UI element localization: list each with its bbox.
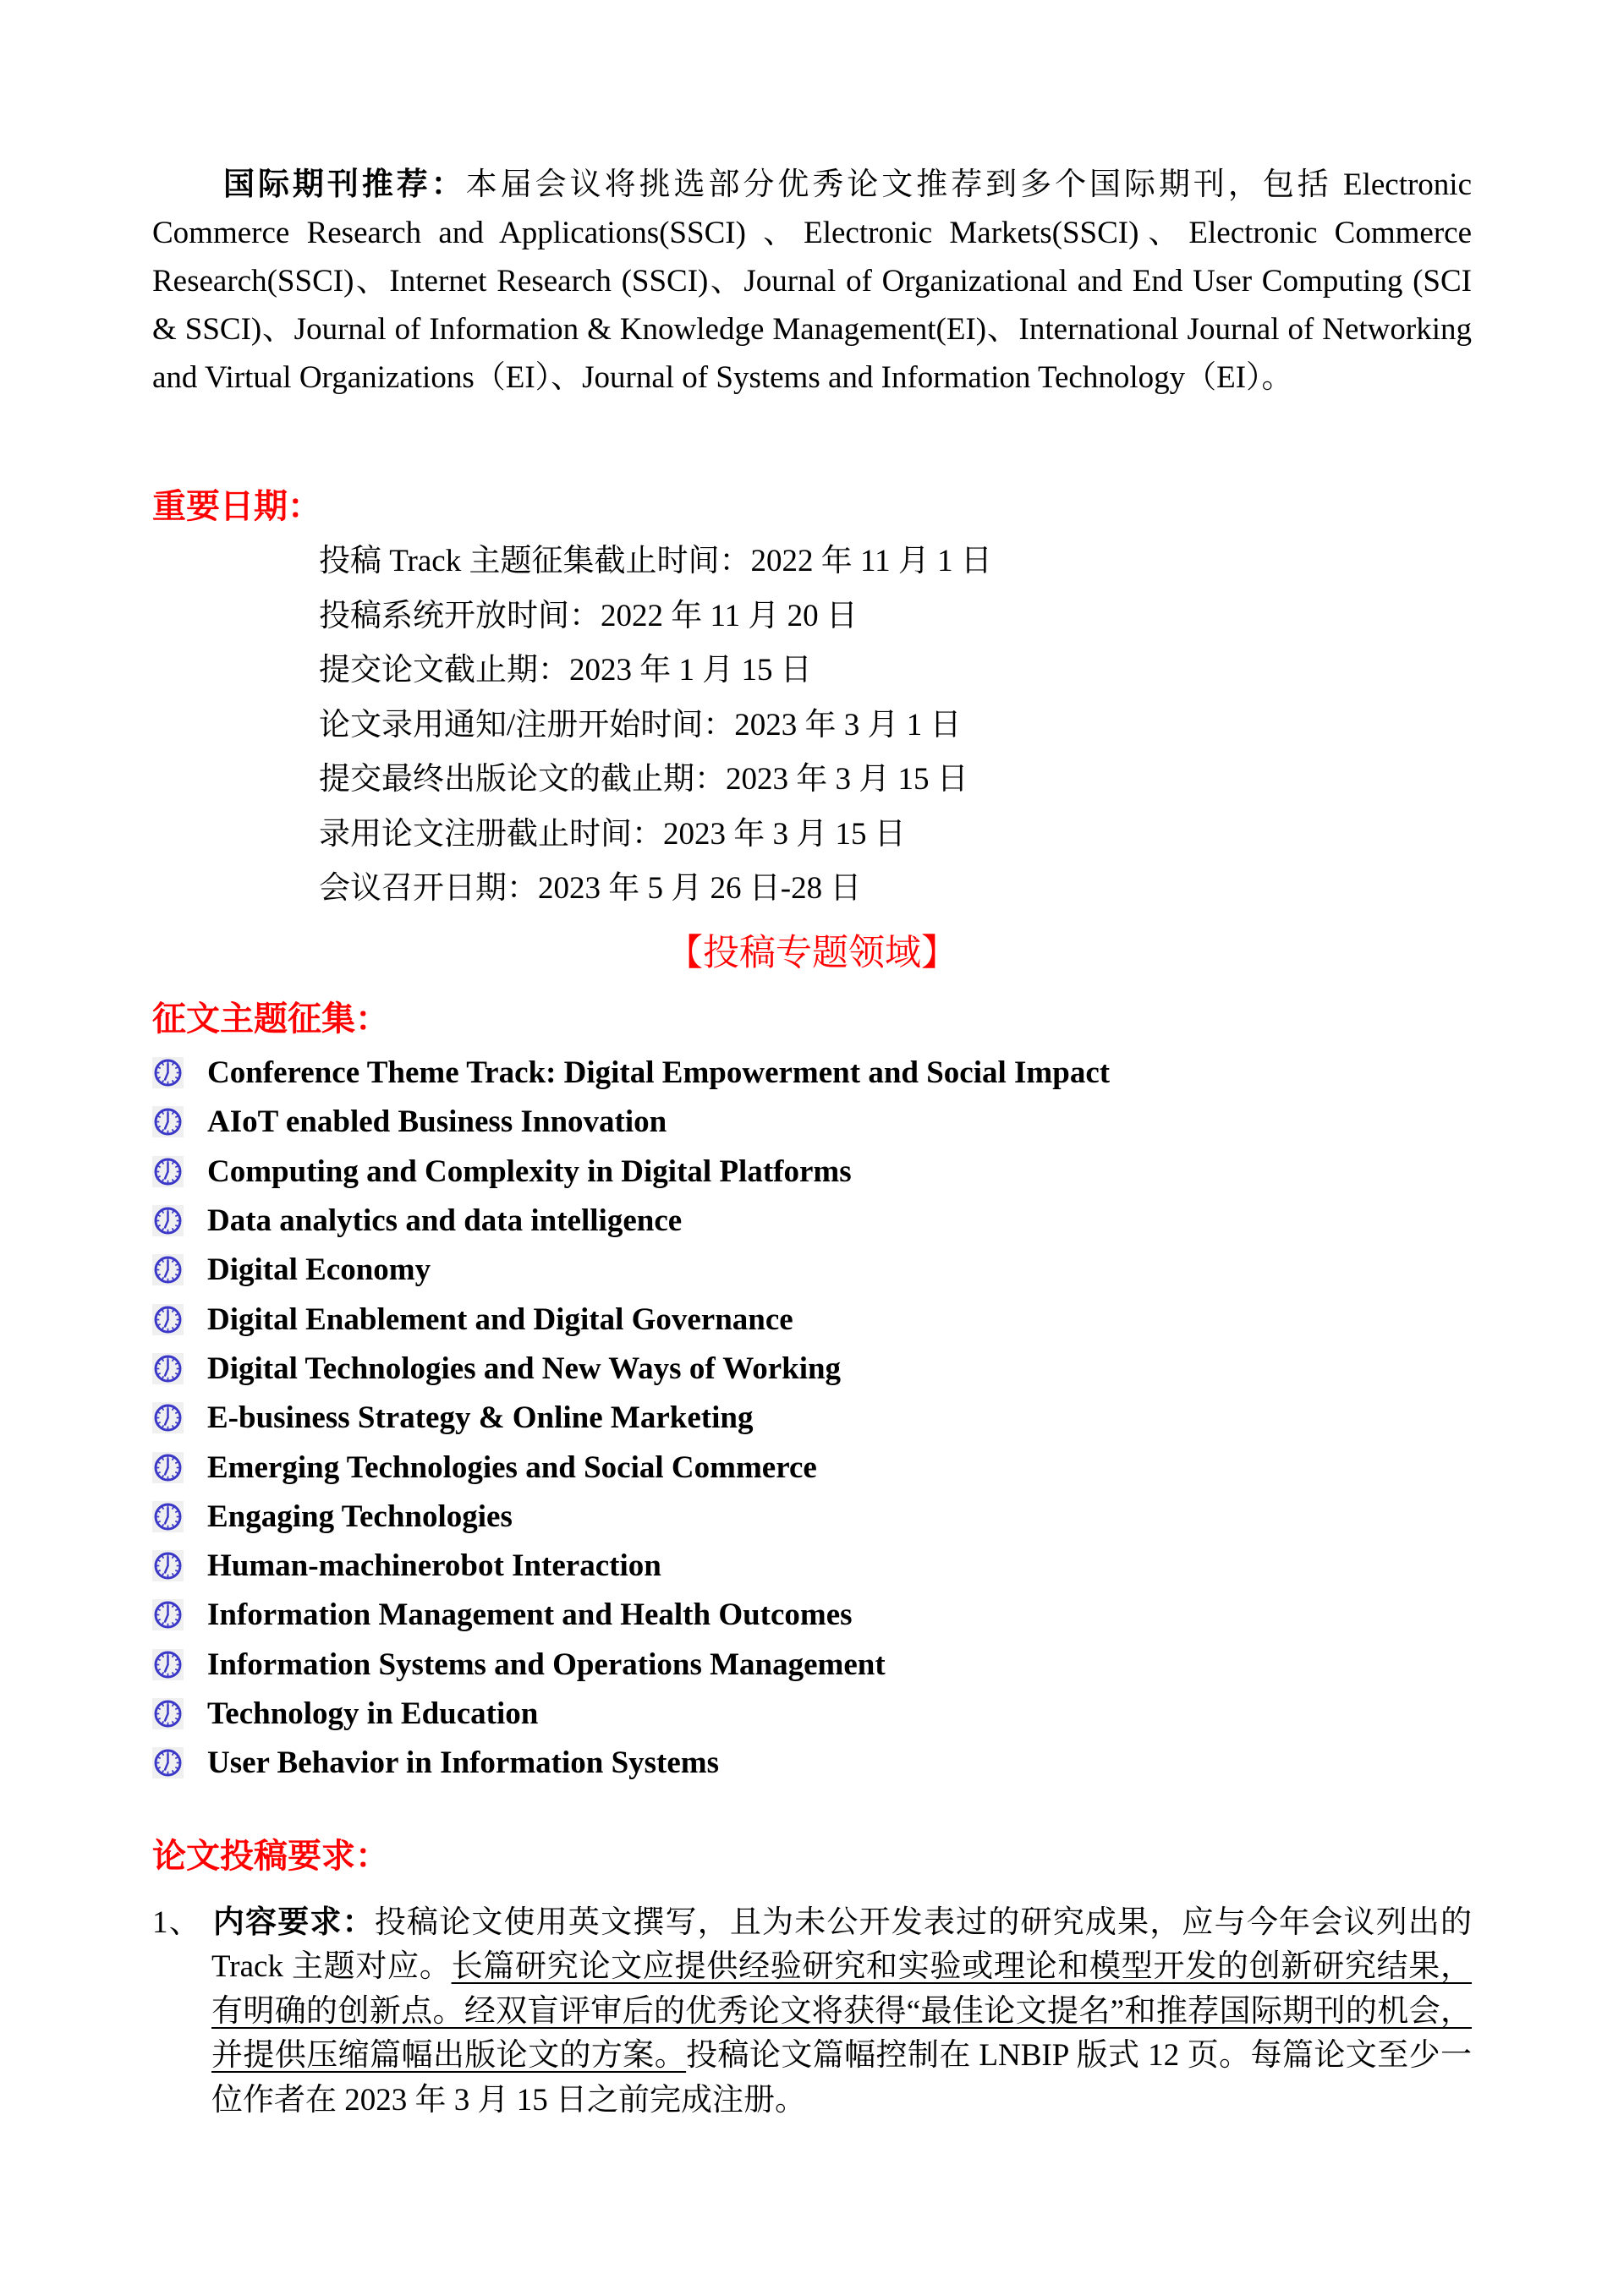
- clock-icon: [152, 1057, 184, 1088]
- topic-label: E-business Strategy & Online Marketing: [207, 1400, 754, 1436]
- topic-label: Digital Economy: [207, 1252, 431, 1288]
- topic-label: Technology in Education: [207, 1696, 539, 1731]
- date-item: 录用论文注册截止时间：2023 年 3 月 15 日: [319, 816, 906, 852]
- clock-icon: [152, 1156, 184, 1187]
- clock-icon: [152, 1402, 184, 1433]
- topic-label: Information Management and Health Outcomes: [207, 1597, 853, 1633]
- topic-label: Information Systems and Operations Management: [207, 1647, 886, 1682]
- requirement-text-underlined: 长篇研究论文应提供经验研究和实验或理论和模型开发的创新研究结果，有明确的创新点。经双盲评审后的优秀论文将获得“最佳论文提名”和推荐国际期刊的机会，并提供压缩篇幅出版论文的方案。: [211, 1949, 1472, 2074]
- topic-item: [152, 1098, 1472, 1147]
- topic-label: Computing and Complexity in Digital Platforms: [207, 1153, 852, 1189]
- date-item: 论文录用通知/注册开始时间：2023 年 3 月 1 日: [319, 707, 962, 743]
- topics-list: [152, 1049, 1472, 1788]
- topic-item: [152, 1295, 1472, 1344]
- requirement-paragraph: [152, 1901, 1472, 2123]
- clock-icon: [152, 1550, 184, 1581]
- topic-item: [152, 1689, 1472, 1738]
- topic-label: Human-machinerobot Interaction: [207, 1548, 661, 1584]
- topic-label: Data analytics and data intelligence: [207, 1203, 683, 1239]
- topic-label: Digital Technologies and New Ways of Working: [207, 1351, 842, 1386]
- clock-icon: [152, 1205, 184, 1236]
- requirements-heading: 论文投稿要求：: [152, 1837, 389, 1875]
- clock-icon: [152, 1353, 184, 1384]
- clock-icon: [152, 1599, 184, 1630]
- topic-label: AIoT enabled Business Innovation: [207, 1104, 667, 1140]
- date-item: 会议召开日期：2023 年 5 月 26 日-28 日: [319, 871, 862, 906]
- topic-item: [152, 1591, 1472, 1640]
- topic-label: Emerging Technologies and Social Commerce: [207, 1449, 817, 1485]
- requirement-number: 1、: [152, 1904, 201, 1940]
- document-content: [152, 161, 1472, 2123]
- clock-icon: [152, 1649, 184, 1680]
- requirement-text-before: 投稿论文使用英文撰写，且为未公开发表过的研究成果，应与今年会议列出的 Track 主题对应。: [211, 1904, 1472, 1985]
- clock-icon: [152, 1501, 184, 1532]
- topic-item: [152, 1246, 1472, 1295]
- topic-item: [152, 1443, 1472, 1492]
- important-dates-list: [319, 534, 1472, 917]
- topics-heading: 征文主题征集：: [152, 1000, 389, 1038]
- topics-section-title: 【投稿专题领域】: [667, 933, 957, 973]
- topic-item: [152, 1344, 1472, 1393]
- topic-item: [152, 1147, 1472, 1196]
- topic-label: Engaging Technologies: [207, 1499, 513, 1534]
- date-item: 提交最终出版论文的截止期：2023 年 3 月 15 日: [319, 762, 968, 797]
- intro-text: 本届会议将挑选部分优秀论文推荐到多个国际期刊，包括 Electronic Commerce Research and Applications(SSCI) 、Electronic Markets(SSCI)、Electronic Commerce Research(SSCI)、Internet Research (SSCI)、Journal of Organizational and End User Computing (SCI & SSCI)、Journal of Information & Knowledge Management(EI)、International Journal of Networking and Virtual Organizations（EI）、Journal of Systems and Information Technology（EI）。: [152, 167, 1473, 395]
- intro-paragraph: [152, 161, 1472, 402]
- topic-label: User Behavior in Information Systems: [207, 1745, 720, 1781]
- important-dates-heading: 重要日期：: [152, 488, 321, 525]
- intro-lead-label: 国际期刊推荐：: [223, 167, 466, 202]
- topic-item: [152, 1739, 1472, 1788]
- requirement-label: 内容要求：: [212, 1904, 375, 1940]
- date-item: 投稿 Track 主题征集截止时间：2022 年 11 月 1 日: [319, 544, 992, 578]
- clock-icon: [152, 1452, 184, 1483]
- clock-icon: [152, 1747, 184, 1778]
- clock-icon: [152, 1254, 184, 1285]
- topic-item: [152, 1049, 1472, 1098]
- date-item: 投稿系统开放时间：2022 年 11 月 20 日: [319, 598, 858, 633]
- requirement-text-after: 投稿论文篇幅控制在 LNBIP 版式 12 页。每篇论文至少一位作者在 2023 年 3 月 15 日之前完成注册。: [211, 2038, 1472, 2118]
- topic-item: [152, 1541, 1472, 1590]
- date-item: 提交论文截止期：2023 年 1 月 15 日: [319, 653, 812, 688]
- clock-icon: [152, 1698, 184, 1729]
- topic-item: [152, 1196, 1472, 1245]
- topic-item: [152, 1640, 1472, 1689]
- topic-label: Digital Enablement and Digital Governance: [207, 1301, 793, 1337]
- topic-label: Conference Theme Track: Digital Empowerment and Social Impact: [207, 1055, 1111, 1091]
- clock-icon: [152, 1304, 184, 1335]
- topic-item: [152, 1492, 1472, 1541]
- clock-icon: [152, 1106, 184, 1137]
- topic-item: [152, 1394, 1472, 1443]
